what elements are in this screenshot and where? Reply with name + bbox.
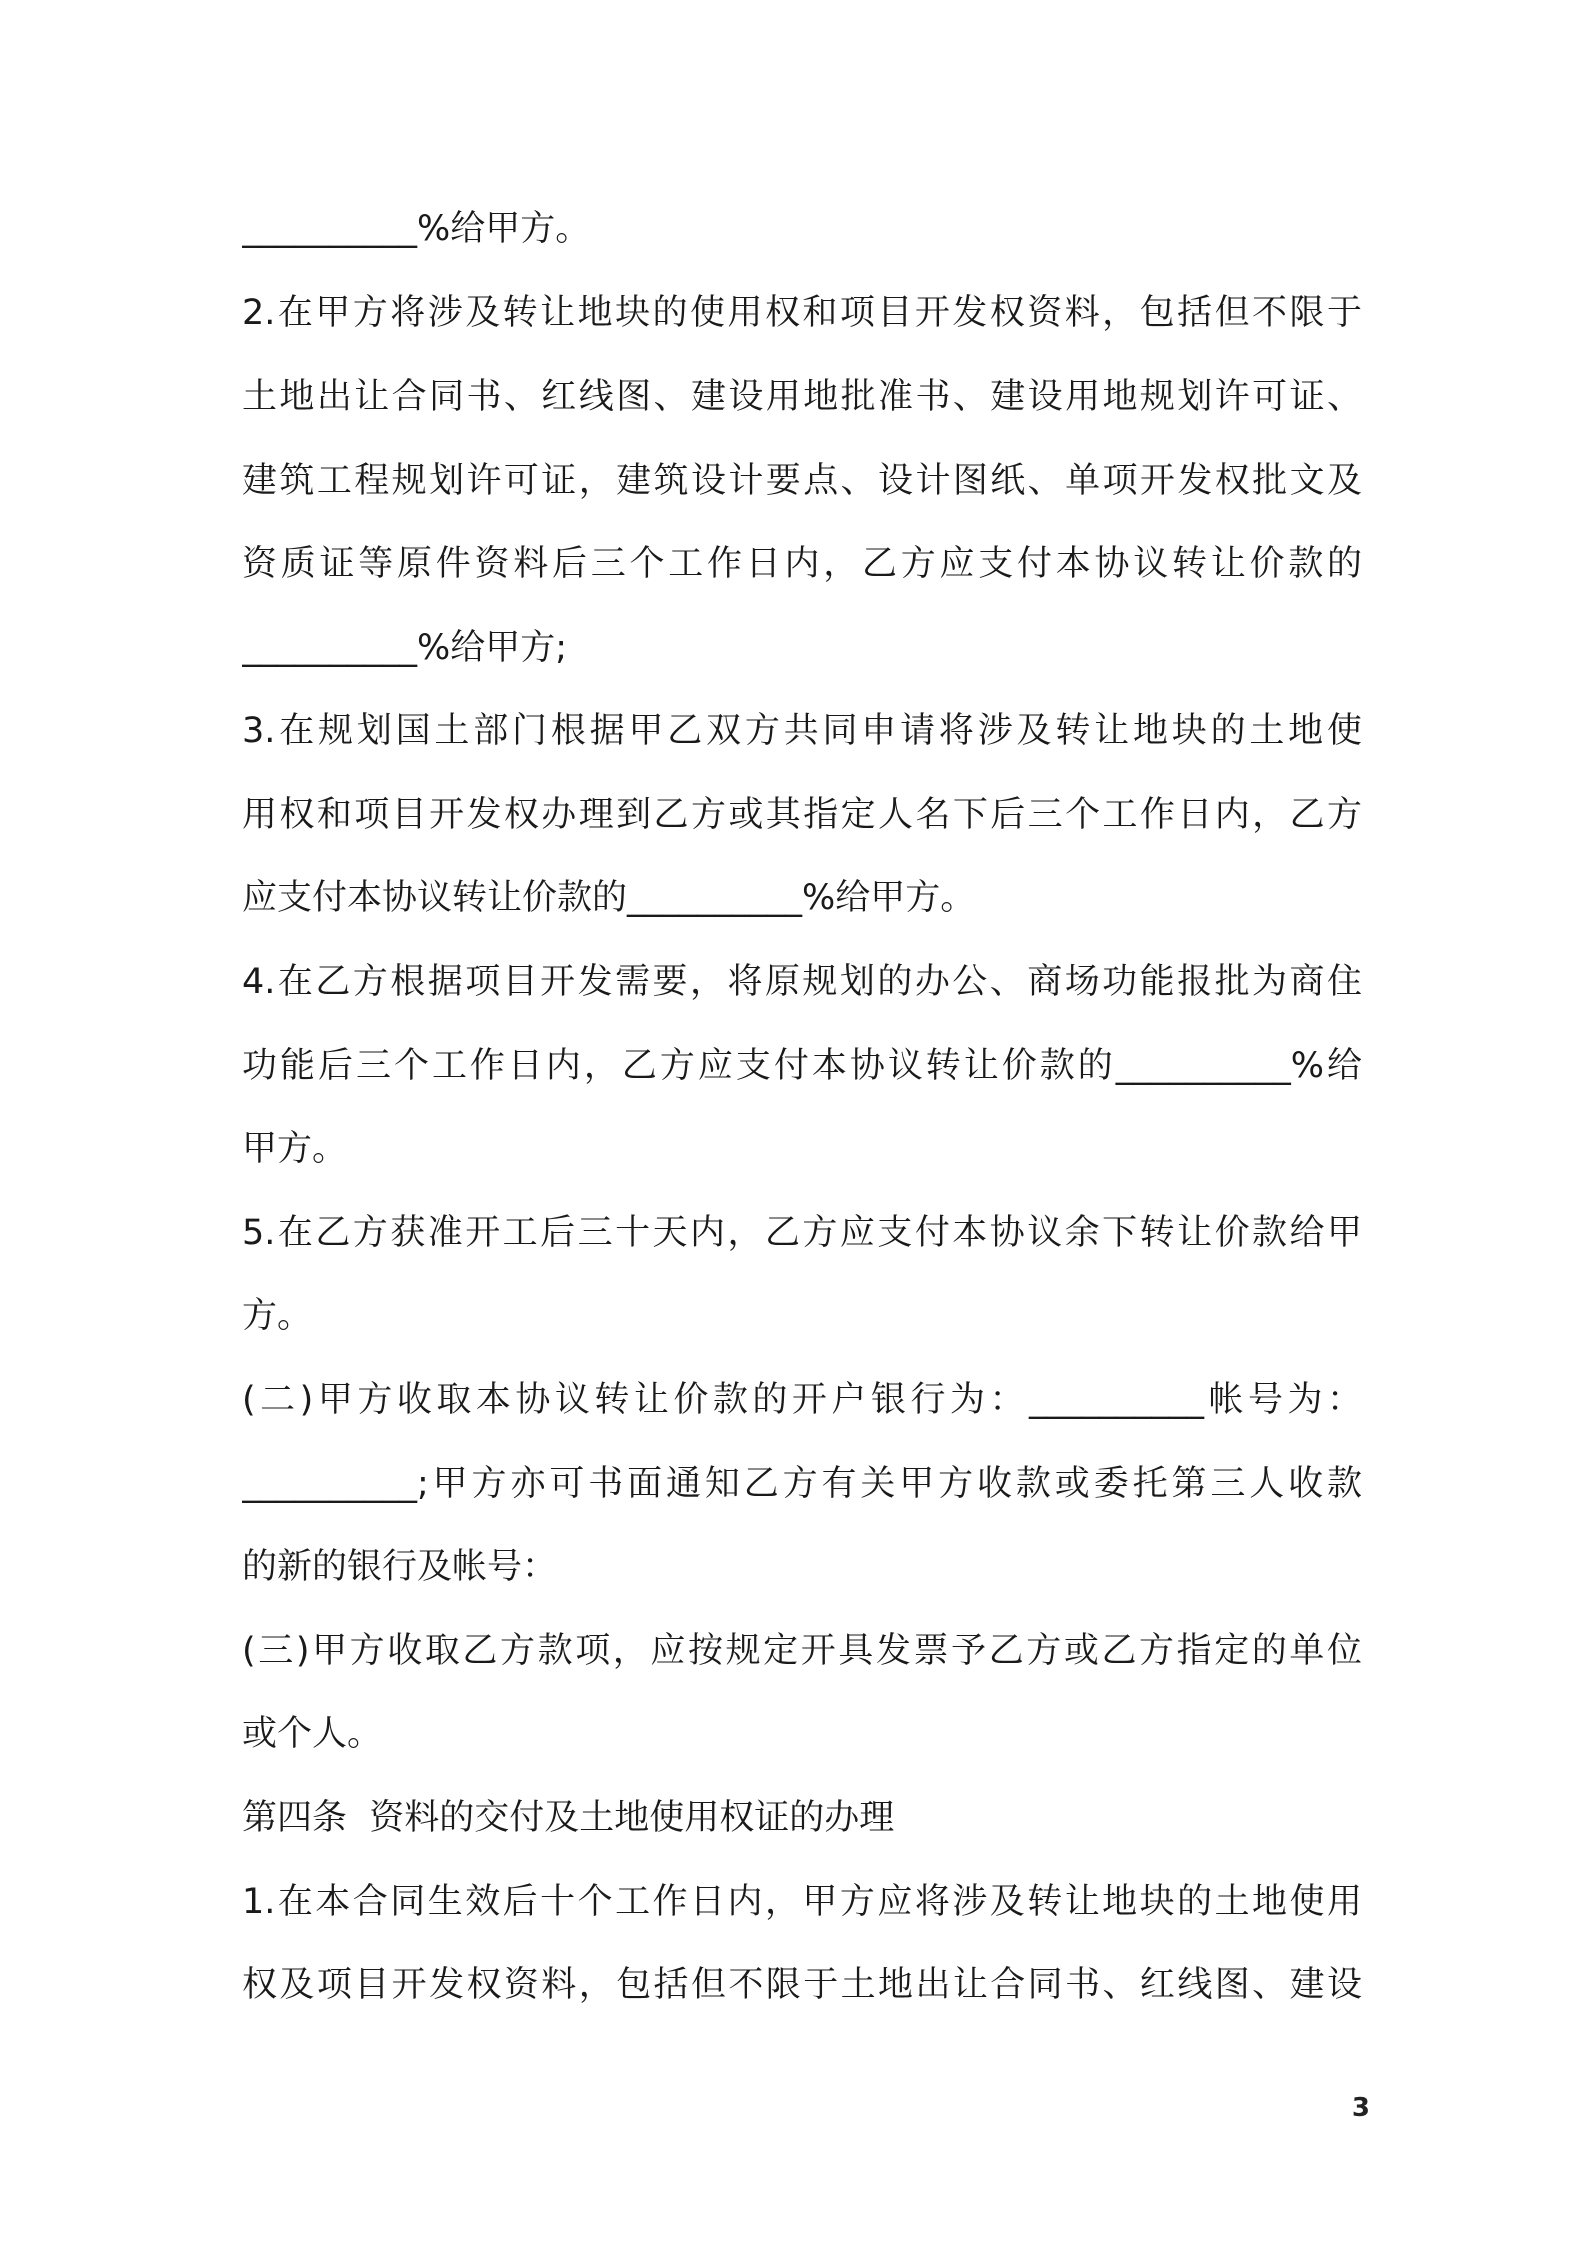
text-line-19: 或个人。 [242,1714,383,1754]
text-line-10: 4.在乙方根据项目开发需要，将原规划的办公、商场功能报批为商住 [242,962,1362,1002]
text-line-9: 应支付本协议转让价款的__________%给甲方。 [242,878,976,918]
text-line-6: __________%给甲方; [242,628,568,668]
text-line-21: 1.在本合同生效后十个工作日内，甲方应将涉及转让地块的土地使用 [242,1882,1362,1922]
text-line-11: 功能后三个工作日内，乙方应支付本协议转让价款的__________%给 [242,1046,1362,1086]
text-line-18: (三)甲方收取乙方款项，应按规定开具发票予乙方或乙方指定的单位 [242,1631,1362,1671]
text-line-7: 3.在规划国土部门根据甲乙双方共同申请将涉及转让地块的土地使 [242,711,1362,751]
text-line-13: 5.在乙方获准开工后三十天内，乙方应支付本协议余下转让价款给甲 [242,1213,1362,1253]
text-line-14: 方。 [242,1296,313,1336]
text-line-16: __________;甲方亦可书面通知乙方有关甲方收款或委托第三人收款 [242,1464,1362,1504]
page-number: 3 [1351,2093,1370,2123]
text-line-3: 土地出让合同书、红线图、建设用地批准书、建设用地规划许可证、 [242,377,1362,417]
section-heading-article-4: 第四条 资料的交付及土地使用权证的办理 [242,1798,895,1838]
text-line-17: 的新的银行及帐号： [242,1547,558,1587]
text-line-15: (二)甲方收取本协议转让价款的开户银行为：__________帐号为： [242,1380,1362,1420]
text-line-22: 权及项目开发权资料，包括但不限于土地出让合同书、红线图、建设 [242,1965,1362,2005]
text-line-12: 甲方。 [242,1129,348,1169]
text-line-5: 资质证等原件资料后三个工作日内，乙方应支付本协议转让价款的 [242,544,1362,584]
text-line-8: 用权和项目开发权办理到乙方或其指定人名下后三个工作日内，乙方 [242,795,1362,835]
text-line-4: 建筑工程规划许可证，建筑设计要点、设计图纸、单项开发权批文及 [242,461,1362,501]
text-line-2: 2.在甲方将涉及转让地块的使用权和项目开发权资料，包括但不限于 [242,293,1362,333]
text-line-1: __________%给甲方。 [242,209,591,249]
